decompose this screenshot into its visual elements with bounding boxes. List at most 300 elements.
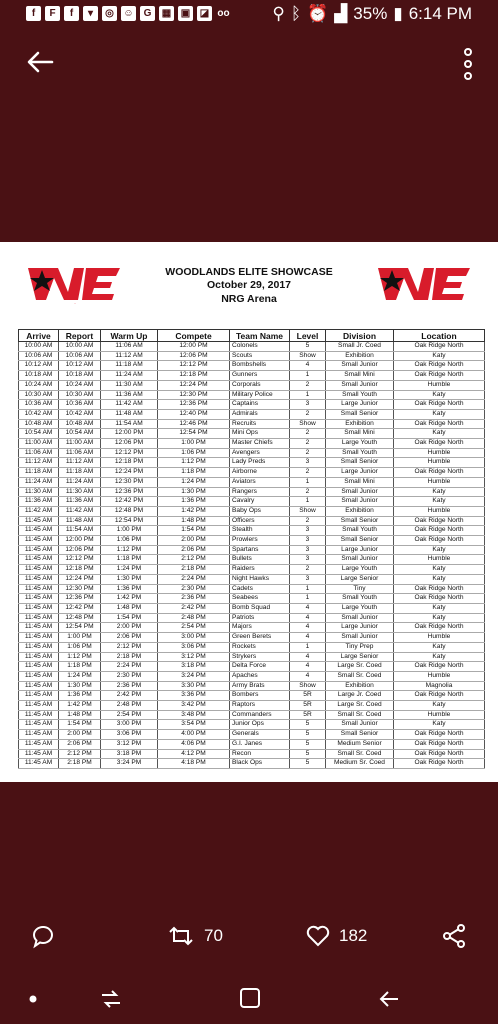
table-row [19,468,485,478]
cell-location: Oak Ridge North [394,468,485,478]
cell-location: Katy [394,701,485,711]
cell-compete: 12:30 PM [158,390,230,400]
cell-arrive: 11:45 AM [19,526,59,536]
cell-warm-up: 2:12 PM [101,642,158,652]
cell-level: 1 [290,390,326,400]
cell-location: Oak Ridge North [394,759,485,769]
cell-compete: 3:30 PM [158,681,230,691]
cell-division: Large Junior [326,623,394,633]
cell-compete: 12:40 PM [158,409,230,419]
cell-report: 12:48 PM [59,613,101,623]
retweet-icon [166,923,196,949]
cell-team-name: Seabees [230,594,290,604]
cell-report: 1:54 PM [59,720,101,730]
cell-report: 1:24 PM [59,671,101,681]
table-row [19,448,485,458]
assistant-dot-icon[interactable] [28,994,38,1004]
cell-level: 1 [290,642,326,652]
cell-arrive: 11:24 AM [19,477,59,487]
cell-compete: 3:54 PM [158,720,230,730]
cell-report: 11:48 AM [59,516,101,526]
cell-level: 3 [290,400,326,410]
cell-arrive: 11:06 AM [19,448,59,458]
cell-compete: 12:00 PM [158,342,230,352]
cell-location: Oak Ridge North [394,623,485,633]
cell-compete: 1:24 PM [158,477,230,487]
cell-team-name: Baby Ops [230,506,290,516]
cell-division: Tiny [326,584,394,594]
cell-warm-up: 2:54 PM [101,710,158,720]
cell-compete: 3:00 PM [158,633,230,643]
cell-level: Show [290,506,326,516]
retweet-count: 70 [204,926,223,945]
table-row [19,361,485,371]
column-header-division: Division [326,330,394,342]
column-header-level: Level [290,330,326,342]
cell-team-name: Strykers [230,652,290,662]
cell-warm-up: 11:30 AM [101,380,158,390]
cell-report: 10:12 AM [59,361,101,371]
cell-arrive: 11:30 AM [19,487,59,497]
cell-team-name: Raptors [230,701,290,711]
like-button[interactable] [305,923,367,949]
column-header-compete: Compete [158,330,230,342]
cell-division: Small Senior [326,409,394,419]
cell-level: 1 [290,371,326,381]
cell-compete: 12:06 PM [158,351,230,361]
cell-compete: 1:06 PM [158,448,230,458]
cell-report: 11:42 AM [59,506,101,516]
cell-division: Large Senior [326,652,394,662]
cell-location: Oak Ridge North [394,730,485,740]
cell-team-name: Military Police [230,390,290,400]
location-icon: ⚲ [272,4,285,23]
cell-location: Oak Ridge North [394,439,485,449]
cell-warm-up: 2:24 PM [101,662,158,672]
table-row [19,497,485,507]
recent-apps-icon[interactable] [98,986,124,1012]
cell-compete: 3:42 PM [158,701,230,711]
back-nav-icon[interactable] [376,986,402,1012]
cell-location: Oak Ridge North [394,342,485,352]
cell-warm-up: 1:12 PM [101,545,158,555]
cell-compete: 3:48 PM [158,710,230,720]
table-row [19,458,485,468]
cell-compete: 1:36 PM [158,497,230,507]
cell-division: Small Youth [326,448,394,458]
cell-division: Small Junior [326,720,394,730]
cell-compete: 2:24 PM [158,574,230,584]
cell-arrive: 11:45 AM [19,642,59,652]
cell-team-name: Admirals [230,409,290,419]
table-row [19,584,485,594]
google-icon: G [140,6,155,21]
cell-warm-up: 2:30 PM [101,671,158,681]
cell-location: Oak Ridge North [394,371,485,381]
cell-team-name: Bullets [230,555,290,565]
cell-division: Medium Senior [326,739,394,749]
cell-report: 11:06 AM [59,448,101,458]
game-icon: ◎ [102,6,117,21]
cell-report: 1:42 PM [59,701,101,711]
cell-team-name: Junior Ops [230,720,290,730]
table-row [19,720,485,730]
schedule-table-body [19,342,485,769]
cell-location: Humble [394,448,485,458]
cell-compete: 1:30 PM [158,487,230,497]
table-row [19,623,485,633]
cell-compete: 4:00 PM [158,730,230,740]
facebook-icon: f [64,6,79,21]
cell-level: 3 [290,555,326,565]
cell-arrive: 11:45 AM [19,739,59,749]
cell-report: 10:30 AM [59,390,101,400]
cell-warm-up: 3:06 PM [101,730,158,740]
cell-compete: 1:48 PM [158,516,230,526]
flipboard-icon: F [45,6,60,21]
cell-report: 11:00 AM [59,439,101,449]
table-row [19,594,485,604]
table-row [19,342,485,352]
cell-location: Humble [394,671,485,681]
table-row [19,506,485,516]
cell-division: Large Junior [326,400,394,410]
cell-division: Large Youth [326,603,394,613]
system-status [272,4,472,24]
cell-arrive: 11:45 AM [19,516,59,526]
cell-location: Oak Ridge North [394,526,485,536]
cell-location: Katy [394,390,485,400]
cell-level: 4 [290,603,326,613]
table-row [19,439,485,449]
home-icon[interactable] [238,986,262,1010]
cell-location: Humble [394,633,485,643]
cell-level: 5 [290,739,326,749]
cell-division: Large Senior [326,574,394,584]
cell-division: Small Sr. Coed [326,671,394,681]
cell-arrive: 11:00 AM [19,439,59,449]
cell-team-name: Bombshells [230,361,290,371]
cell-team-name: Lady Preds [230,458,290,468]
cell-report: 12:54 PM [59,623,101,633]
cell-warm-up: 3:12 PM [101,739,158,749]
cell-report: 10:36 AM [59,400,101,410]
column-header-warm-up: Warm Up [101,330,158,342]
cell-level: Show [290,681,326,691]
cell-arrive: 11:45 AM [19,749,59,759]
cell-compete: 2:48 PM [158,613,230,623]
table-row [19,419,485,429]
cell-location: Katy [394,603,485,613]
cell-compete: 12:54 PM [158,429,230,439]
cell-warm-up: 12:18 PM [101,458,158,468]
cell-compete: 12:12 PM [158,361,230,371]
cell-team-name: Generals [230,730,290,740]
cell-location: Katy [394,497,485,507]
cell-arrive: 10:36 AM [19,400,59,410]
table-row [19,681,485,691]
table-row [19,400,485,410]
cell-division: Large Sr. Coed [326,662,394,672]
cell-report: 10:54 AM [59,429,101,439]
cell-compete: 4:18 PM [158,759,230,769]
table-row [19,574,485,584]
cell-division: Large Junior [326,468,394,478]
cell-team-name: Commanders [230,710,290,720]
cell-warm-up: 11:36 AM [101,390,158,400]
cell-arrive: 11:45 AM [19,555,59,565]
cell-report: 1:00 PM [59,633,101,643]
table-row [19,565,485,575]
schedule-table [18,329,485,769]
cell-arrive: 11:45 AM [19,574,59,584]
cell-team-name: Colonels [230,342,290,352]
cell-arrive: 11:45 AM [19,691,59,701]
cell-location: Humble [394,710,485,720]
cell-location: Katy [394,351,485,361]
more-options-icon[interactable] [460,46,476,82]
cell-arrive: 11:42 AM [19,506,59,516]
cell-arrive: 11:45 AM [19,565,59,575]
cell-location: Katy [394,565,485,575]
cell-arrive: 11:45 AM [19,633,59,643]
cell-report: 11:54 AM [59,526,101,536]
cell-report: 12:12 PM [59,555,101,565]
table-row [19,691,485,701]
table-row [19,710,485,720]
table-row [19,380,485,390]
cell-team-name: Army Brats [230,681,290,691]
cell-warm-up: 12:24 PM [101,468,158,478]
cell-location: Humble [394,458,485,468]
cell-level: 3 [290,545,326,555]
cell-level: 2 [290,468,326,478]
cell-level: 5 [290,720,326,730]
cell-team-name: Mini Ops [230,429,290,439]
cell-report: 10:00 AM [59,342,101,352]
share-button[interactable] [441,923,467,949]
notification-icons [26,6,231,21]
table-row [19,351,485,361]
cell-arrive: 11:45 AM [19,730,59,740]
logo-text: WE [74,304,76,305]
cell-warm-up: 1:48 PM [101,603,158,613]
cell-arrive: 10:18 AM [19,371,59,381]
cell-arrive: 11:36 AM [19,497,59,507]
column-header-team-name: Team Name [230,330,290,342]
cell-warm-up: 11:48 AM [101,409,158,419]
cell-report: 10:06 AM [59,351,101,361]
photo-icon: ◪ [197,6,212,21]
cell-level: 5R [290,710,326,720]
cell-team-name: Apaches [230,671,290,681]
cell-division: Large Jr. Coed [326,691,394,701]
cell-division: Small Junior [326,487,394,497]
cell-location: Oak Ridge North [394,516,485,526]
cell-compete: 1:18 PM [158,468,230,478]
retweet-button[interactable] [166,923,223,949]
cell-location: Katy [394,574,485,584]
cell-compete: 3:18 PM [158,662,230,672]
cell-level: 5 [290,342,326,352]
cell-location: Katy [394,613,485,623]
cell-report: 10:24 AM [59,380,101,390]
cell-warm-up: 2:36 PM [101,681,158,691]
cell-report: 1:36 PM [59,691,101,701]
cell-team-name: Captains [230,400,290,410]
cell-level: 3 [290,536,326,546]
cell-team-name: Corporals [230,380,290,390]
cell-arrive: 10:06 AM [19,351,59,361]
cell-team-name: Scouts [230,351,290,361]
cell-compete: 12:36 PM [158,400,230,410]
cell-report: 1:06 PM [59,642,101,652]
system-navigation-bar [0,974,498,1024]
table-header-row [19,330,485,342]
cell-division: Small Mini [326,429,394,439]
cell-warm-up: 2:06 PM [101,633,158,643]
cell-team-name: Prowlers [230,536,290,546]
cell-level: 1 [290,584,326,594]
cell-division: Small Junior [326,555,394,565]
cell-team-name: Black Ops [230,759,290,769]
cell-warm-up: 3:00 PM [101,720,158,730]
cell-report: 10:42 AM [59,409,101,419]
cell-level: 2 [290,565,326,575]
cell-location: Katy [394,487,485,497]
back-arrow-icon[interactable] [24,46,56,78]
cell-location: Katy [394,720,485,730]
cell-arrive: 11:45 AM [19,662,59,672]
cell-warm-up: 2:42 PM [101,691,158,701]
cell-compete: 4:06 PM [158,739,230,749]
cell-arrive: 10:42 AM [19,409,59,419]
cell-report: 2:18 PM [59,759,101,769]
cell-warm-up: 1:06 PM [101,536,158,546]
cell-compete: 4:12 PM [158,749,230,759]
cell-compete: 2:06 PM [158,545,230,555]
cell-arrive: 11:45 AM [19,603,59,613]
cell-team-name: Recruits [230,419,290,429]
cell-compete: 2:12 PM [158,555,230,565]
cell-arrive: 10:12 AM [19,361,59,371]
cell-arrive: 11:45 AM [19,613,59,623]
cell-location: Oak Ridge North [394,749,485,759]
calendar-icon: ▦ [159,6,174,21]
cell-warm-up: 1:00 PM [101,526,158,536]
voicemail-icon: oo [217,8,230,19]
cell-team-name: Patriots [230,613,290,623]
cell-arrive: 11:18 AM [19,468,59,478]
table-row [19,526,485,536]
cell-warm-up: 12:06 PM [101,439,158,449]
cell-level: 4 [290,361,326,371]
cell-team-name: Raiders [230,565,290,575]
cell-warm-up: 1:24 PM [101,565,158,575]
cell-level: 1 [290,594,326,604]
cell-warm-up: 1:30 PM [101,574,158,584]
cell-division: Small Senior [326,458,394,468]
table-row [19,613,485,623]
cell-report: 1:12 PM [59,652,101,662]
cell-report: 10:18 AM [59,371,101,381]
cell-level: 5R [290,691,326,701]
cell-report: 12:24 PM [59,574,101,584]
cell-division: Small Mini [326,477,394,487]
facebook-icon: f [26,6,41,21]
woodlands-elite-logo [378,264,470,304]
cell-division: Small Junior [326,497,394,507]
cell-compete: 12:18 PM [158,371,230,381]
cell-location: Oak Ridge North [394,739,485,749]
cell-team-name: Aviators [230,477,290,487]
table-row [19,642,485,652]
snapchat-icon: ☺ [121,6,136,21]
cell-warm-up: 12:12 PM [101,448,158,458]
cell-warm-up: 11:18 AM [101,361,158,371]
cell-level: 2 [290,409,326,419]
cell-arrive: 11:45 AM [19,759,59,769]
cell-level: 5 [290,730,326,740]
cell-compete: 2:18 PM [158,565,230,575]
cell-division: Exhibition [326,506,394,516]
cell-report: 11:12 AM [59,458,101,468]
cell-warm-up: 1:42 PM [101,594,158,604]
table-row [19,516,485,526]
table-row [19,701,485,711]
cell-level: 4 [290,623,326,633]
table-row [19,730,485,740]
reply-button[interactable] [30,923,56,949]
schedule-image[interactable] [0,242,498,782]
cell-division: Small Mini [326,371,394,381]
cell-location: Humble [394,506,485,516]
cell-arrive: 11:45 AM [19,652,59,662]
cell-team-name: Bomb Squad [230,603,290,613]
cell-level: 3 [290,458,326,468]
cell-compete: 2:42 PM [158,603,230,613]
cell-division: Large Youth [326,565,394,575]
cell-warm-up: 1:36 PM [101,584,158,594]
cell-location: Humble [394,477,485,487]
table-row [19,409,485,419]
cell-arrive: 11:45 AM [19,536,59,546]
cell-warm-up: 12:48 PM [101,506,158,516]
table-row [19,671,485,681]
cell-warm-up: 11:24 AM [101,371,158,381]
cell-arrive: 11:45 AM [19,594,59,604]
cell-compete: 1:00 PM [158,439,230,449]
cell-team-name: Cavalry [230,497,290,507]
cell-warm-up: 12:54 PM [101,516,158,526]
cell-team-name: Majors [230,623,290,633]
cell-compete: 3:12 PM [158,652,230,662]
cell-level: 1 [290,477,326,487]
cell-warm-up: 12:30 PM [101,477,158,487]
cell-arrive: 11:45 AM [19,671,59,681]
column-header-arrive: Arrive [19,330,59,342]
table-row [19,429,485,439]
table-row [19,487,485,497]
battery-percent: 35% [353,4,388,23]
cell-division: Small Junior [326,613,394,623]
cell-team-name: Recon [230,749,290,759]
cell-warm-up: 1:54 PM [101,613,158,623]
cell-location: Oak Ridge North [394,662,485,672]
cell-location: Oak Ridge North [394,400,485,410]
cell-report: 2:00 PM [59,730,101,740]
cell-arrive: 11:45 AM [19,720,59,730]
